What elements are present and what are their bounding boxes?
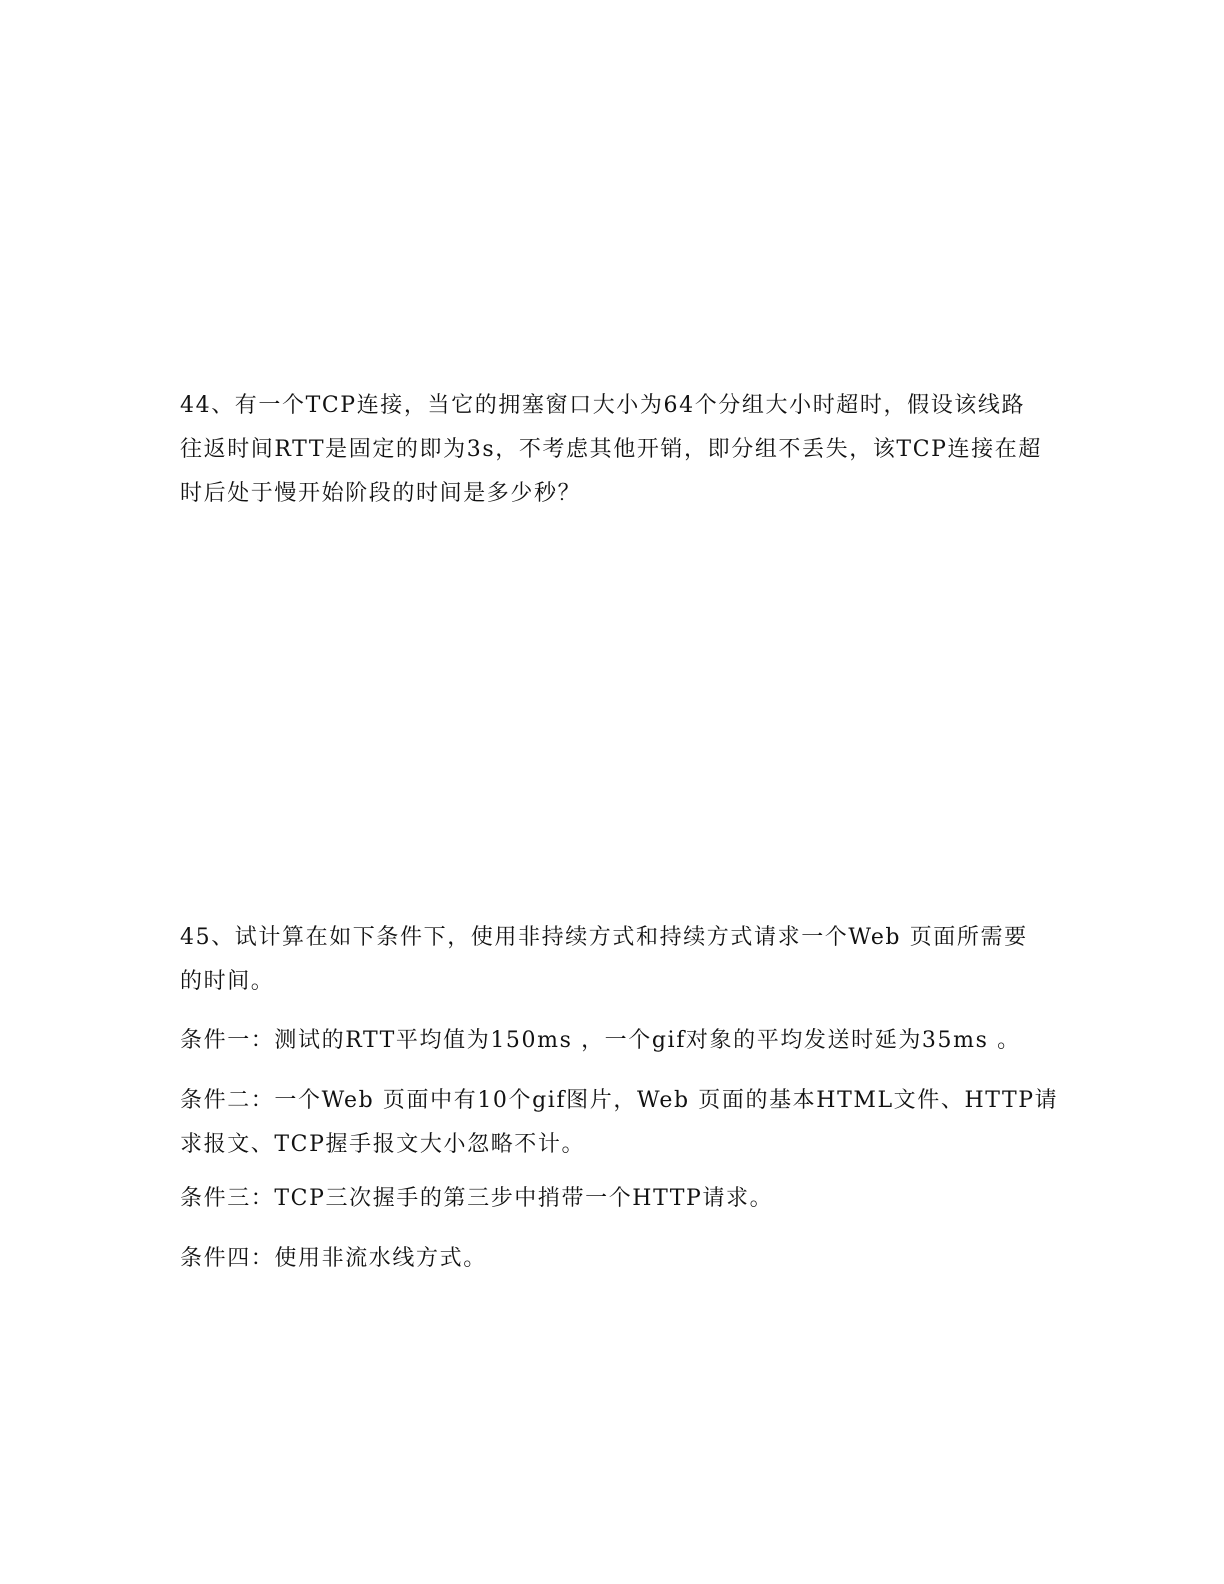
condition-2 [180,1079,1059,1167]
question-44-line-2: 往返时间RTT是固定的即为3s，不考虑其他开销，即分组不丢失，该TCP连接在超 [180,437,1042,462]
condition-3-line-1: 条件三：TCP三次握手的第三步中捎带一个HTTP请求。 [180,1186,774,1211]
condition-4-line-1: 条件四：使用非流水线方式。 [180,1246,487,1271]
question-44 [180,384,1042,516]
question-44-line-3: 时后处于慢开始阶段的时间是多少秒？ [180,481,582,506]
question-45-line-2: 的时间。 [180,969,275,994]
condition-1-line-1: 条件一：测试的RTT平均值为150ms ，一个gif对象的平均发送时延为35ms 。 [180,1028,1021,1053]
question-45-line-1: 45、试计算在如下条件下，使用非持续方式和持续方式请求一个Web 页面所需要 [180,925,1028,950]
question-44-line-1: 44、有一个TCP连接，当它的拥塞窗口大小为64个分组大小时超时，假设该线路 [180,393,1026,418]
condition-4 [180,1237,1030,1281]
condition-2-line-1: 条件二：一个Web 页面中有10个gif图片，Web 页面的基本HTML文件、HTTP请 [180,1088,1059,1113]
condition-2-line-2: 求报文、TCP握手报文大小忽略不计。 [180,1132,586,1157]
question-45 [180,916,1030,1004]
condition-3 [180,1177,1030,1221]
condition-1 [180,1019,1030,1063]
